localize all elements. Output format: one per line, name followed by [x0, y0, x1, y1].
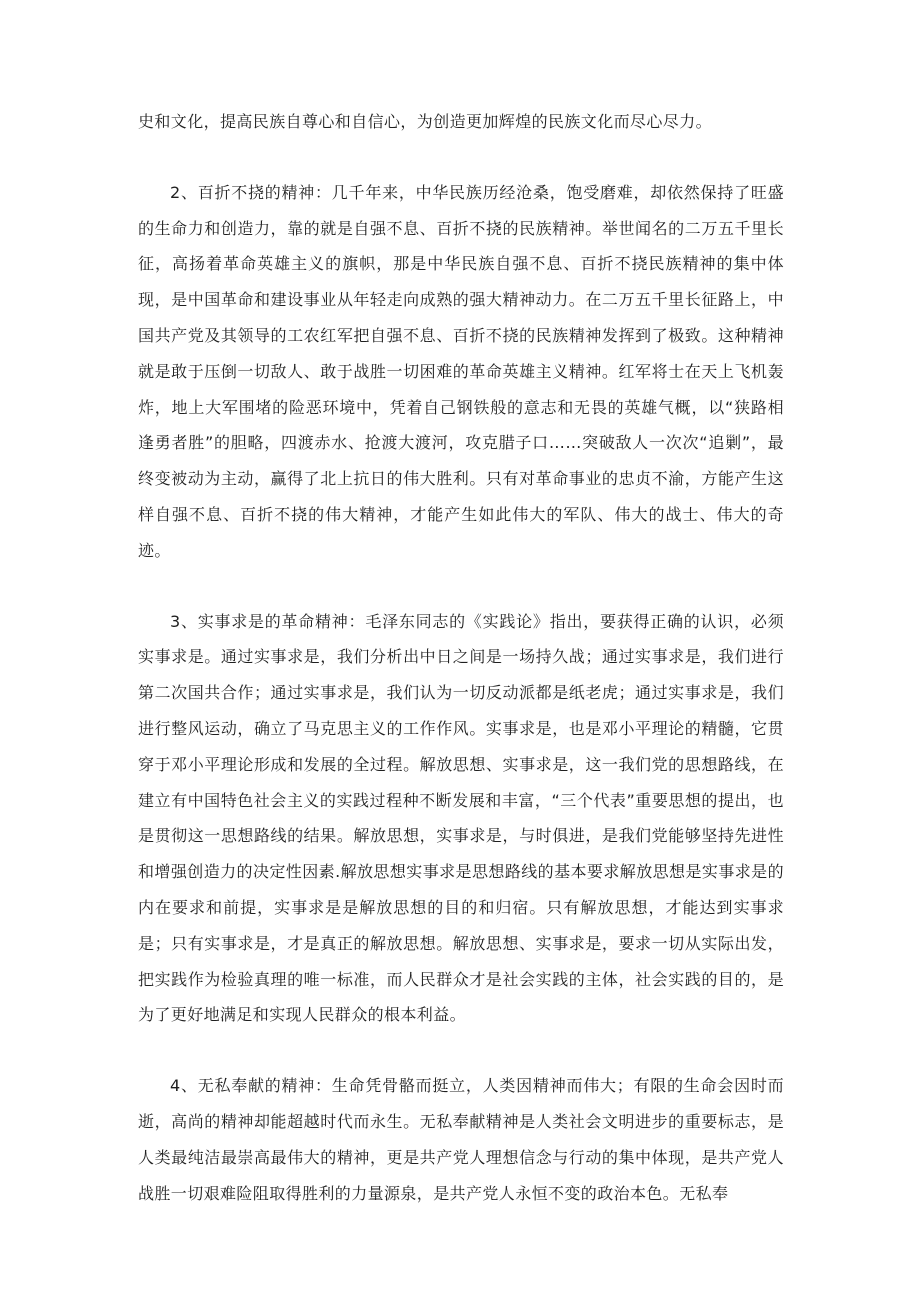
- paragraph-continuation: 史和文化，提高民族自尊心和自信心，为创造更加辉煌的民族文化而尽心尽力。: [138, 112, 713, 131]
- paragraph-gap: [138, 1033, 784, 1068]
- paragraph-gap: [138, 569, 784, 604]
- paragraph-selfless-dedication-spirit: 4、无私奉献的精神：生命凭骨骼而挺立，人类因精神而伟大；有限的生命会因时而逝，高尚的精神却能超越时代而永生。无私奉献精神是人类社会文明进步的重要标志，是人类最纯洁最崇高最伟大的精神，更是共产党人理想信念与行动的集中体现，是共产党人战胜一切艰难险阻取得胜利的力量源泉，是共产党人永恒不变的政治本色。无私奉: [138, 1076, 784, 1203]
- paragraph-gap: [138, 140, 784, 175]
- paragraph-perseverance-spirit: 2、百折不挠的精神：几千年来，中华民族历经沧桑，饱受磨难，却依然保持了旺盛的生命力和创造力，靠的就是自强不息、百折不挠的民族精神。举世闻名的二万五千里长征，高扬着革命英雄主义的旗帜，那是中华民族自强不息、百折不挠民族精神的集中体现，是中国革命和建设事业从年轻走向成熟的强大精神动力。在二万五千里长征路上，中国共产党及其领导的工农红军把自强不息、百折不挠的民族精神发挥到了极致。这种精神就是敢于压倒一切敌人、敢于战胜一切困难的革命英雄主义精神。红军将士在天上飞机轰炸，地上大军围堵的险恶环境中，凭着自己钢铁般的意志和无畏的英雄气概，以“狭路相逢勇者胜”的胆略，四渡赤水、抢渡大渡河，攻克腊子口……突破敌人一次次“追剿”，最终变被动为主动，赢得了北上抗日的伟大胜利。只有对革命事业的忠贞不渝，方能产生这样自强不息、百折不挠的伟大精神，才能产生如此伟大的军队、伟大的战士、伟大的奇迹。: [138, 182, 784, 560]
- paragraph-seek-truth-spirit: 3、实事求是的革命精神：毛泽东同志的《实践论》指出，要获得正确的认识，必须实事求是。通过实事求是，我们分析出中日之间是一场持久战；通过实事求是，我们进行第二次国共合作；通过实事求是，我们认为一切反动派都是纸老虎；通过实事求是，我们进行整风运动，确立了马克思主义的工作作风。实事求是，也是邓小平理论的精髓，它贯穿于邓小平理论形成和发展的全过程。解放思想、实事求是，这一我们党的思想路线，在建立有中国特色社会主义的实践过程种不断发展和丰富，“三个代表”重要思想的提出，也是贯彻这一思想路线的结果。解放思想，实事求是，与时俱进，是我们党能够坚持先进性和增强创造力的决定性因素.解放思想实事求是思想路线的基本要求解放思想是实事求是的内在要求和前提，实事求是是解放思想的目的和归宿。只有解放思想，才能达到实事求是；只有实事求是，才是真正的解放思想。解放思想、实事求是，要求一切从实际出发，把实践作为检验真理的唯一标准，而人民群众才是社会实践的主体，社会实践的目的，是为了更好地满足和实现人民群众的根本利益。: [138, 611, 784, 1025]
- document-page: [138, 104, 784, 1211]
